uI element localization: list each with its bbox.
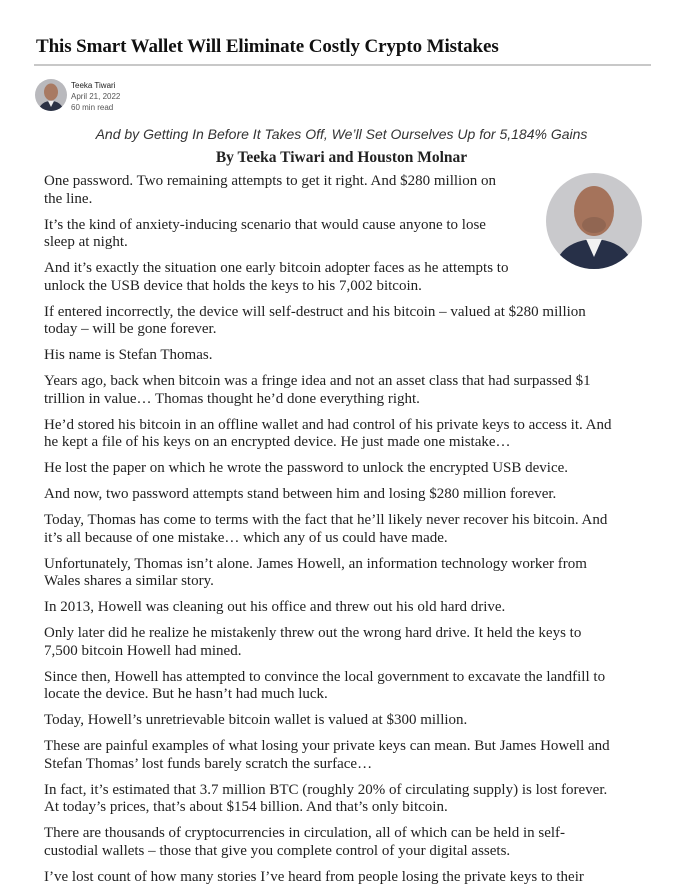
paragraph-line: Unfortunately, Thomas isn’t alone. James Howell, an information technology worker from: [44, 555, 587, 572]
author-name[interactable]: Teeka Tiwari: [71, 81, 116, 90]
paragraph-line: There are thousands of cryptocurrencies in circulation, all of which can be held in self-: [44, 825, 566, 841]
paragraph-line: I’ve lost count of how many stories I’ve heard from people losing the private keys to their: [44, 868, 584, 885]
article-paragraph: [44, 869, 664, 887]
article-paragraph: [44, 512, 664, 547]
paragraph-line: His name is Stefan Thomas.: [44, 347, 213, 363]
article-paragraph: [44, 347, 664, 365]
article-paragraph: [44, 556, 664, 591]
article-paragraph: [44, 304, 664, 339]
paragraph-line: Wales shares a similar story.: [44, 573, 214, 589]
paragraph-line: the line.: [44, 190, 93, 207]
article-paragraph: [44, 373, 664, 408]
article-paragraph: [44, 712, 664, 730]
paragraph-line: Only later did he realize he mistakenly threw out the wrong hard drive. It held the keys to: [44, 625, 582, 641]
article-paragraph: [44, 599, 664, 617]
article-paragraph: [44, 738, 664, 773]
paragraph-line: trillion in value… Thomas thought he’d done everything right.: [44, 390, 420, 407]
read-time: 60 min read: [71, 103, 114, 112]
paragraph-line: And it’s exactly the situation one early bitcoin adopter faces as he attempts to: [44, 260, 509, 276]
paragraph-line: Stefan Thomas’ lost funds barely scratch the surface…: [44, 755, 373, 772]
author-meta: [71, 80, 120, 113]
paragraph-line: it’s all because of one mistake… which any of us could have made.: [44, 529, 448, 546]
paragraph-line: Since then, Howell has attempted to convince the local government to excavate the landfill to: [44, 668, 606, 685]
paragraph-line: today – will be gone forever.: [44, 321, 217, 337]
paragraph-line: Today, Thomas has come to terms with the fact that he’ll likely never recover his bitcoin. And: [44, 512, 608, 528]
author-avatar[interactable]: [35, 79, 67, 111]
paragraph-line: locate the device. But he hasn’t had much luck.: [44, 686, 328, 702]
paragraph-line: Today, Howell’s unretrievable bitcoin wallet is valued at $300 million.: [44, 712, 468, 728]
paragraph-line: In fact, it’s estimated that 3.7 million BTC (roughly 20% of circulating supply) is lost forever.: [44, 781, 608, 798]
paragraph-line: And now, two password attempts stand between him and losing $280 million forever.: [44, 486, 557, 502]
article-paragraph: [44, 625, 664, 660]
article-paragraph: [44, 486, 664, 504]
paragraph-line: unlock the USB device that holds the keys to his 7,002 bitcoin.: [44, 277, 422, 294]
article-paragraph: [44, 825, 664, 860]
paragraph-line: It’s the kind of anxiety-inducing scenario that would cause anyone to lose: [44, 216, 486, 233]
article-subtitle: And by Getting In Before It Takes Off, We’ll Set Ourselves Up for 5,184% Gains: [95, 126, 588, 142]
article-paragraph: [44, 260, 664, 295]
paragraph-line: If entered incorrectly, the device will self-destruct and his bitcoin – valued at $280 million: [44, 303, 586, 320]
article-body: [44, 173, 664, 895]
paragraph-line: He’d stored his bitcoin in an offline wallet and had control of his private keys to access it. And: [44, 416, 612, 433]
publish-date: April 21, 2022: [71, 92, 121, 101]
title-divider: [34, 64, 651, 66]
article-paragraph: [44, 217, 664, 252]
paragraph-line: One password. Two remaining attempts to get it right. And $280 million on: [44, 173, 496, 189]
article-paragraph: [44, 173, 664, 208]
article-paragraph: [44, 417, 664, 452]
paragraph-line: custodial wallets – those that give you complete control of your digital assets.: [44, 842, 511, 859]
paragraph-line: Years ago, back when bitcoin was a fringe idea and not an asset class that had surpassed $1: [44, 373, 591, 389]
paragraph-line: These are painful examples of what losing your private keys can mean. But James Howell and: [44, 738, 610, 754]
paragraph-line: He lost the paper on which he wrote the password to unlock the encrypted USB device.: [44, 460, 569, 476]
article-paragraph: [44, 460, 664, 478]
article-paragraph: [44, 782, 664, 817]
paragraph-line: 7,500 bitcoin Howell had mined.: [44, 642, 242, 659]
paragraph-line: sleep at night.: [44, 234, 128, 250]
article-byline: By Teeka Tiwari and Houston Molnar: [215, 149, 468, 166]
paragraph-line: In 2013, Howell was cleaning out his office and threw out his old hard drive.: [44, 599, 506, 615]
paragraph-line: he kept a file of his keys on an encrypted device. He just made one mistake…: [44, 434, 511, 450]
paragraph-line: At today’s prices, that’s about $154 billion. And that’s only bitcoin.: [44, 799, 448, 815]
article-paragraph: [44, 669, 664, 704]
article-title: This Smart Wallet Will Eliminate Costly Crypto Mistakes: [36, 36, 499, 57]
